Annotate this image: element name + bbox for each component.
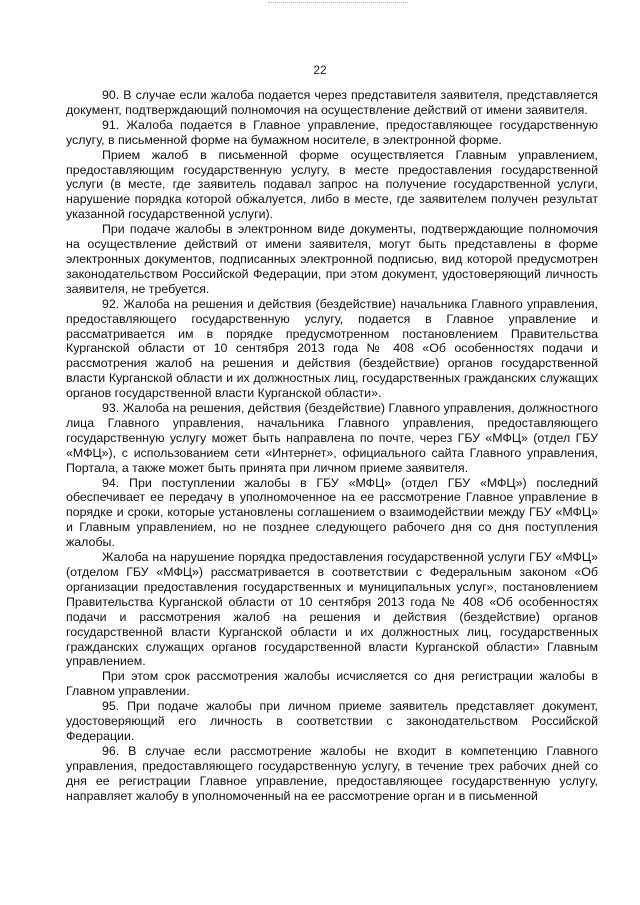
paragraph-review-term: При этом срок рассмотрения жалобы исчисляется со дня регистрации жалобы в Главном управлении. bbox=[66, 669, 598, 699]
paragraph-91: 91. Жалоба подается в Главное управление, предоставляющее государственную услугу, в письменной форме на бумажном носителе, в электронной форме. bbox=[66, 117, 598, 147]
document-body bbox=[66, 88, 598, 804]
paragraph-94: 94. При поступлении жалобы в ГБУ «МФЦ» (отдел ГБУ «МФЦ») последний обеспечивает ее передачу в уполномоченное на ее рассмотрение Главное управление в порядке и сроки, которые установлены соглашением о взаимодействии между ГБУ «МФЦ» и Главным управлением, но не позднее следующего рабочего дня со дня поступления жалобы. bbox=[66, 475, 598, 550]
paragraph-electronic-complaints: При подаче жалобы в электронном виде документы, подтверждающие полномочия на осуществление действий от имени заявителя, могут быть представлены в форме электронных документов, подписанных электронной подписью, вид которой предусмотрен законодательством Российской Федерации, при этом документ, удостоверяющий личность заявителя, не требуется. bbox=[66, 222, 598, 296]
paragraph-mfc-complaints: Жалоба на нарушение порядка предоставления государственной услуги ГБУ «МФЦ» (отделом ГБУ «МФЦ») рассматривается в соответствии с Федеральным законом «Об организации предоставления государственных и муниципальных услуг», постановлением Правительства Курганской области от 10 сентября 2013 года № 408 «Об особенностях подачи и рассмотрения жалоб на решения и действия (бездействие) органов государственной власти Курганской области и их должностных лиц, государственных гражданских служащих органов государственной власти Курганской области» Главным управлением. bbox=[66, 550, 598, 669]
paragraph-90: 90. В случае если жалоба подается через представителя заявителя, представляется документ, подтверждающий полномочия на осуществление действий от имени заявителя. bbox=[66, 88, 598, 117]
scan-edge-mark bbox=[268, 2, 408, 3]
paragraph-written-complaints: Прием жалоб в письменной форме осуществляется Главным управлением, предоставляющим государственную услугу, в месте предоставления государственной услуги (в месте, где заявитель подавал запрос на получение государственной услуги, нарушение порядка которой обжалуется, либо в месте, где заявителем получен результат указанной государственной услуги). bbox=[66, 147, 598, 222]
paragraph-95: 95. При подаче жалобы при личном приеме заявитель представляет документ, удостоверяющий его личность в соответствии с законодательством Российской Федерации. bbox=[66, 699, 598, 743]
paragraph-92: 92. Жалоба на решения и действия (бездействие) начальника Главного управления, предоставляющего государственную услугу, подается в Главное управление и рассматривается им в порядке предусмотренном постановлением Правительства Курганской области от 10 сентября 2013 года № 408 «Об особенностях подачи и рассмотрения жалоб на решения и действия (бездействие) органов государственной власти Курганской области и их должностных лиц, государственных гражданских служащих органов государственной власти Курганской области». bbox=[66, 296, 598, 401]
paragraph-93: 93. Жалоба на решения, действия (бездействие) Главного управления, должностного лица Главного управления, начальника Главного управления, предоставляющего государственную услугу может быть направлена по почте, через ГБУ «МФЦ» (отдел ГБУ «МФЦ»), с использованием сети «Интернет», официального сайта Главного управления, Портала, а также может быть принята при личном приеме заявителя. bbox=[66, 401, 598, 475]
page-number: 22 bbox=[313, 63, 327, 77]
paragraph-96: 96. В случае если рассмотрение жалобы не входит в компетенцию Главного управления, предоставляющего государственную услугу, в течение трех рабочих дней со дня ее регистрации Главное управление, предоставляющее государственную услугу, направляет жалобу в уполномоченный на ее рассмотрение орган и в письменной bbox=[66, 743, 598, 803]
